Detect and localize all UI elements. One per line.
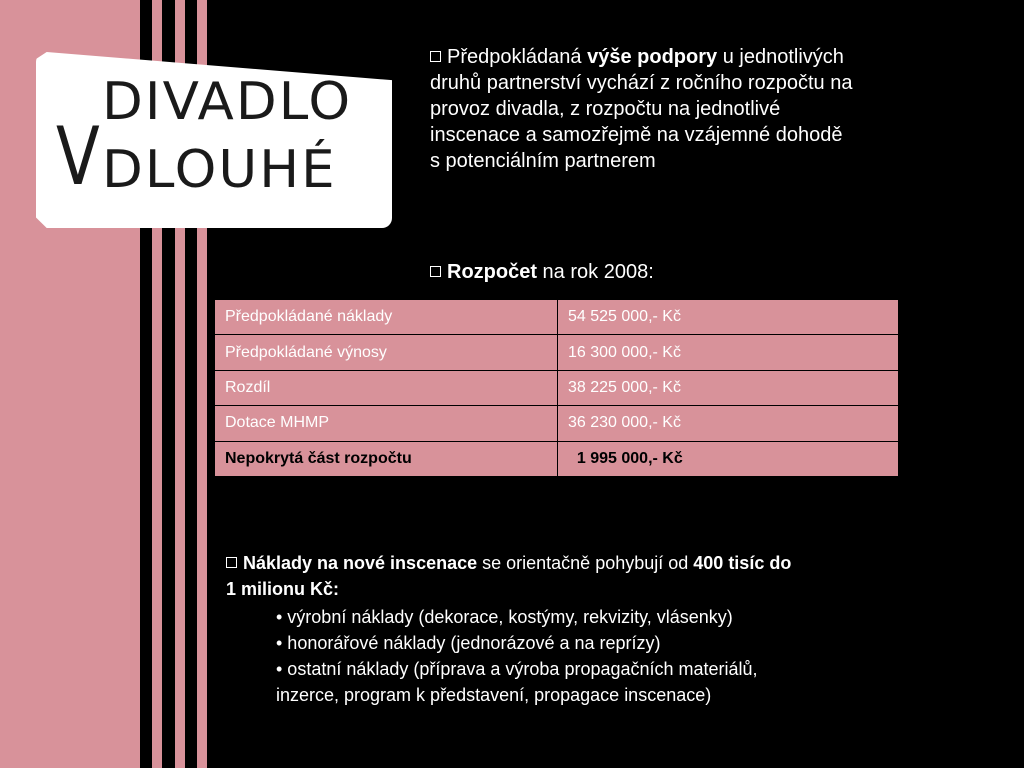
costs-paragraph [226,550,986,602]
logo-letter-v: V [56,110,102,203]
table-cell-label [215,441,558,476]
list-item: inzerce, program k představení, propagace inscenace) [276,685,712,705]
table-cell-label: Předpokládané náklady [215,300,558,335]
costs-bold: 400 tisíc do [693,553,792,573]
table-cell-value: 16 300 000,- Kč [558,335,899,370]
costs-text: se orientačně pohybují od [477,553,694,573]
table-cell-value: 54 525 000,- Kč [558,300,899,335]
para-line: inscenace a samozřejmě na vzájemné dohodě [430,124,843,146]
para-line: s potenciálním partnerem [430,150,656,172]
table-row [215,300,899,335]
list-item: • ostatní náklady (příprava a výroba propagačních materiálů, [276,659,758,679]
table-row-total [215,441,899,476]
budget-heading [430,259,654,285]
table-cell-label: Předpokládané výnosy [215,335,558,370]
costs-bold: Náklady na nové inscenace [243,553,478,573]
table-row [215,335,899,370]
costs-bold: 1 milionu Kč: [226,579,340,599]
table-cell-value: 38 225 000,- Kč [558,370,899,405]
logo-line-1: DIVADLO [102,72,353,132]
costs-bullet-list [276,604,758,708]
list-item: • honorářové náklady (jednorázové a na reprízy) [276,633,661,653]
table-cell-value: 36 230 000,- Kč [558,406,899,441]
table-cell-label: Rozdíl [215,370,558,405]
support-paragraph [430,44,990,174]
list-item: • výrobní náklady (dekorace, kostýmy, rekvizity, vlásenky) [276,607,733,627]
table-row [215,370,899,405]
para-line: provoz divadla, z rozpočtu na jednotlivé [430,98,781,120]
para-text: u jednotlivých [717,46,844,68]
para-line: druhů partnerství vychází z ročního rozpočtu na [430,72,853,94]
para-bold: výše podpory [587,46,718,68]
heading-text: na rok 2008: [537,261,654,283]
total-value: 1 995 000,- Kč [568,449,683,467]
table-cell-value [558,441,899,476]
logo-line-2: DLOUHÉ [102,140,337,200]
total-label: Nepokrytá část rozpočtu [225,449,412,467]
heading-bold: Rozpočet [447,261,537,283]
checkbox-bullet-icon [430,266,441,277]
table-cell-label: Dotace MHMP [215,406,558,441]
table-row [215,406,899,441]
checkbox-bullet-icon [226,557,237,568]
para-text: Předpokládaná [447,46,588,68]
budget-table [214,300,899,477]
checkbox-bullet-icon [430,51,441,62]
